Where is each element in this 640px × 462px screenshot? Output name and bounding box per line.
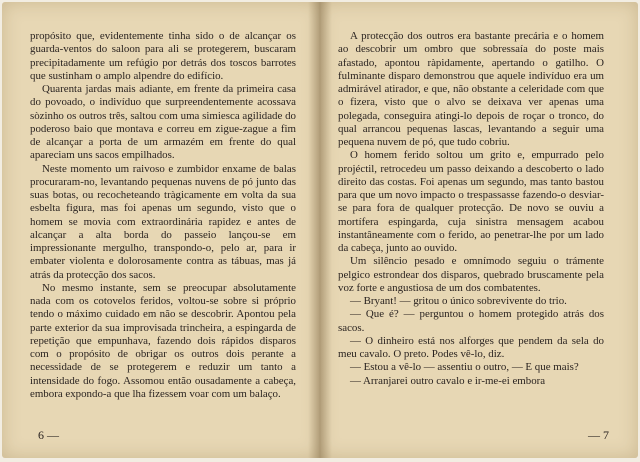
- book-gutter: [308, 2, 332, 458]
- paragraph: No mesmo instante, sem se preocupar absolutamente nada com os cotovelos feridos, voltou-se sobre si próprio tendo o máximo cuidado em não se descobrir. Apontou pela parte exterior da sua improvisada trincheira, a espingarda de repetição que empunhava, fazendo dois rápidos disparos com o propósito de obrigar os outros dois perante a necessidade de se protegerem e reduzir um tanto a intensidade do fogo. Assomou então ousadamente a cabeça, embora expondo-a que lha fizessem voar com um balaço.: [30, 281, 296, 400]
- paragraph: Neste momento um raivoso e zumbidor enxame de balas procuraram-no, levantando pequenas nuvens de pó junto das suas botas, ou recocheteando tràgicamente em volta da sua esbelta figura, mas foi apenas um segundo, visto que o homem se movia com extraordinária rapidez e antes de alcançar a alta borda do passeio lançou-se em impressionante mergulho, transpondo-o, pelo ar, para ir embater violenta e dolorosamente contra as tábuas, mas já atrás da protecção dos sacos.: [30, 162, 296, 281]
- paragraph: A protecção dos outros era bastante precária e o homem ao descobrir um ombro que sobressaía do poste mais afastado, apontou ràpidamente, apertando o gatilho. O fulminante disparo demonstrou que aquele indivíduo era um admirável atirador, e que, não obstante a celeridade com que o fizera, visto que o alvo se deixava ver apenas uma polegada, conseguira atingi-lo depois de roçar o tronco, do qual arrancou pequenas lascas, levantando a seguir uma pequena nuvem de pó, que tudo cobriu.: [338, 30, 604, 148]
- dialogue-line: — Arranjarei outro cavalo e ir-me-ei embora: [350, 374, 546, 387]
- paragraph: Quarenta jardas mais adiante, em frente da primeira casa do povoado, o indivíduo que surpreendentemente acossava sòzinho os outros três, saltou com uma simiesca agilidade do poderoso baio que montava e correu em zigue-zague a fim de alcançar a porta de um armazém em frente do qual apareciam uns sacos empilhados.: [30, 83, 296, 162]
- right-page-text: [338, 30, 604, 410]
- page-number-right: — 7: [588, 428, 609, 442]
- dialogue-line: — Que é? — perguntou o homem protegido atrás dos sacos.: [338, 308, 604, 334]
- left-page-text: [30, 30, 296, 410]
- paragraph: Um silêncio pesado e omnímodo seguiu o trámente pelgico estrondear dos disparos, quebrado bruscamente pela voz forte e angustiosa de um dos combatentes.: [338, 255, 604, 294]
- paragraph: propósito que, evidentemente tinha sido o de alcançar os guarda-ventos do saloon para ali se protegerem, buscaram precipitadamente um refúgio por detrás dos toscos barrotes que sustinham o amplo alpendre do edifício.: [30, 30, 296, 82]
- dialogue-line: — Estou a vê-lo — assentiu o outro, — E que mais?: [350, 361, 579, 374]
- dialogue-line: — O dinheiro está nos alforges que pendem da sela do meu cavalo. O preto. Podes vê-lo, diz.: [338, 334, 604, 360]
- dialogue-line: — Bryant! — gritou o único sobrevivente do trio.: [350, 295, 567, 307]
- page-number-left: 6 —: [38, 428, 59, 442]
- paragraph: O homem ferido soltou um grito e, empurrado pelo projéctil, retrocedeu um passo deixando a descoberto o lado direito das costas. Foi apenas um segundo, mas tanto bastou para que um novo impacto o trespassasse fazendo-o desviar-se para fora de qualquer protecção. De novo se ouviu a mortífera espingarda, cuja sinistra mensagem acabou instantâneamente com o ferido, ao penetrar-lhe por um lado da cabeça, junto ao ouvido.: [338, 149, 604, 254]
